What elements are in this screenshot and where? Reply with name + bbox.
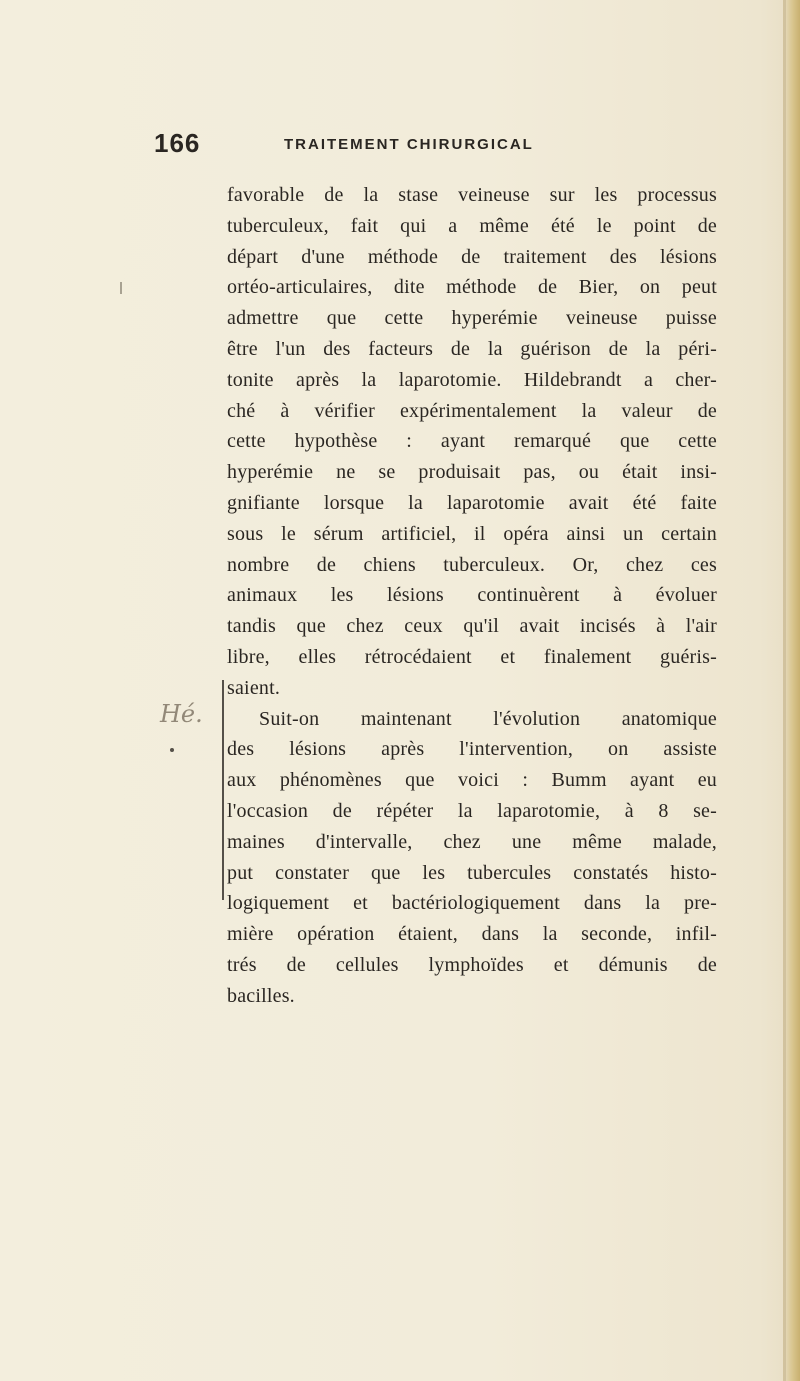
text-line: logiquement et bactériologiquement dans la pre- (227, 892, 717, 915)
text-line: favorable de la stase veineuse sur les processus (227, 184, 717, 206)
body-text (227, 180, 717, 1012)
text-line: tandis que chez ceux qu'il avait incisés à l'air (227, 615, 717, 638)
page-header (154, 128, 714, 168)
text-line: trés de cellules lymphoïdes et démunis de (227, 953, 717, 976)
text-line: cette hypothèse : ayant remarqué que cette (227, 430, 717, 453)
text-line: tuberculeux, fait qui a même été le point de (227, 214, 717, 237)
text-line: saient. (227, 676, 281, 699)
text-line: libre, elles rétrocédaient et finalement guéris- (227, 645, 717, 668)
text-line: ortéo-articulaires, dite méthode de Bier, on peut (227, 276, 717, 299)
text-line: animaux les lésions continuèrent à évoluer (227, 584, 717, 607)
text-line: hyperémie ne se produisait pas, ou était insi- (227, 461, 717, 484)
text-line: bacilles. (227, 984, 295, 1007)
text-line: l'occasion de répéter la laparotomie, à 8 se- (227, 799, 717, 822)
text-line: gnifiante lorsque la laparotomie avait été faite (227, 491, 717, 514)
text-line: tonite après la laparotomie. Hildebrandt a cher- (227, 368, 717, 391)
text-line: maines d'intervalle, chez une même malade, (227, 830, 717, 853)
text-line: départ d'une méthode de traitement des lésions (227, 245, 717, 268)
text-line: admettre que cette hyperémie veineuse puisse (227, 307, 717, 330)
text-line: des lésions après l'intervention, on assiste (227, 738, 717, 761)
text-line: sous le sérum artificiel, il opéra ainsi un certain (227, 522, 717, 545)
text-line: aux phénomènes que voici : Bumm ayant eu (227, 769, 717, 792)
page-number: 166 (154, 128, 201, 158)
margin-handwritten-note: Hé. (160, 700, 203, 728)
page-edge (786, 0, 800, 1381)
text-line: mière opération étaient, dans la seconde, infil- (227, 923, 717, 946)
text-line: ché à vérifier expérimentalement la valeur de (227, 399, 717, 422)
text-line: put constater que les tubercules constatés histo- (227, 861, 717, 884)
text-line: nombre de chiens tuberculeux. Or, chez ces (227, 553, 717, 576)
text-line: être l'un des facteurs de la guérison de la péri- (227, 337, 717, 360)
margin-dot (170, 748, 174, 752)
paragraph-start-line: Suit-on maintenant l'évolution anatomique (259, 707, 717, 730)
running-head: TRAITEMENT CHIRURGICAL (284, 136, 534, 153)
ink-speck (120, 282, 122, 294)
